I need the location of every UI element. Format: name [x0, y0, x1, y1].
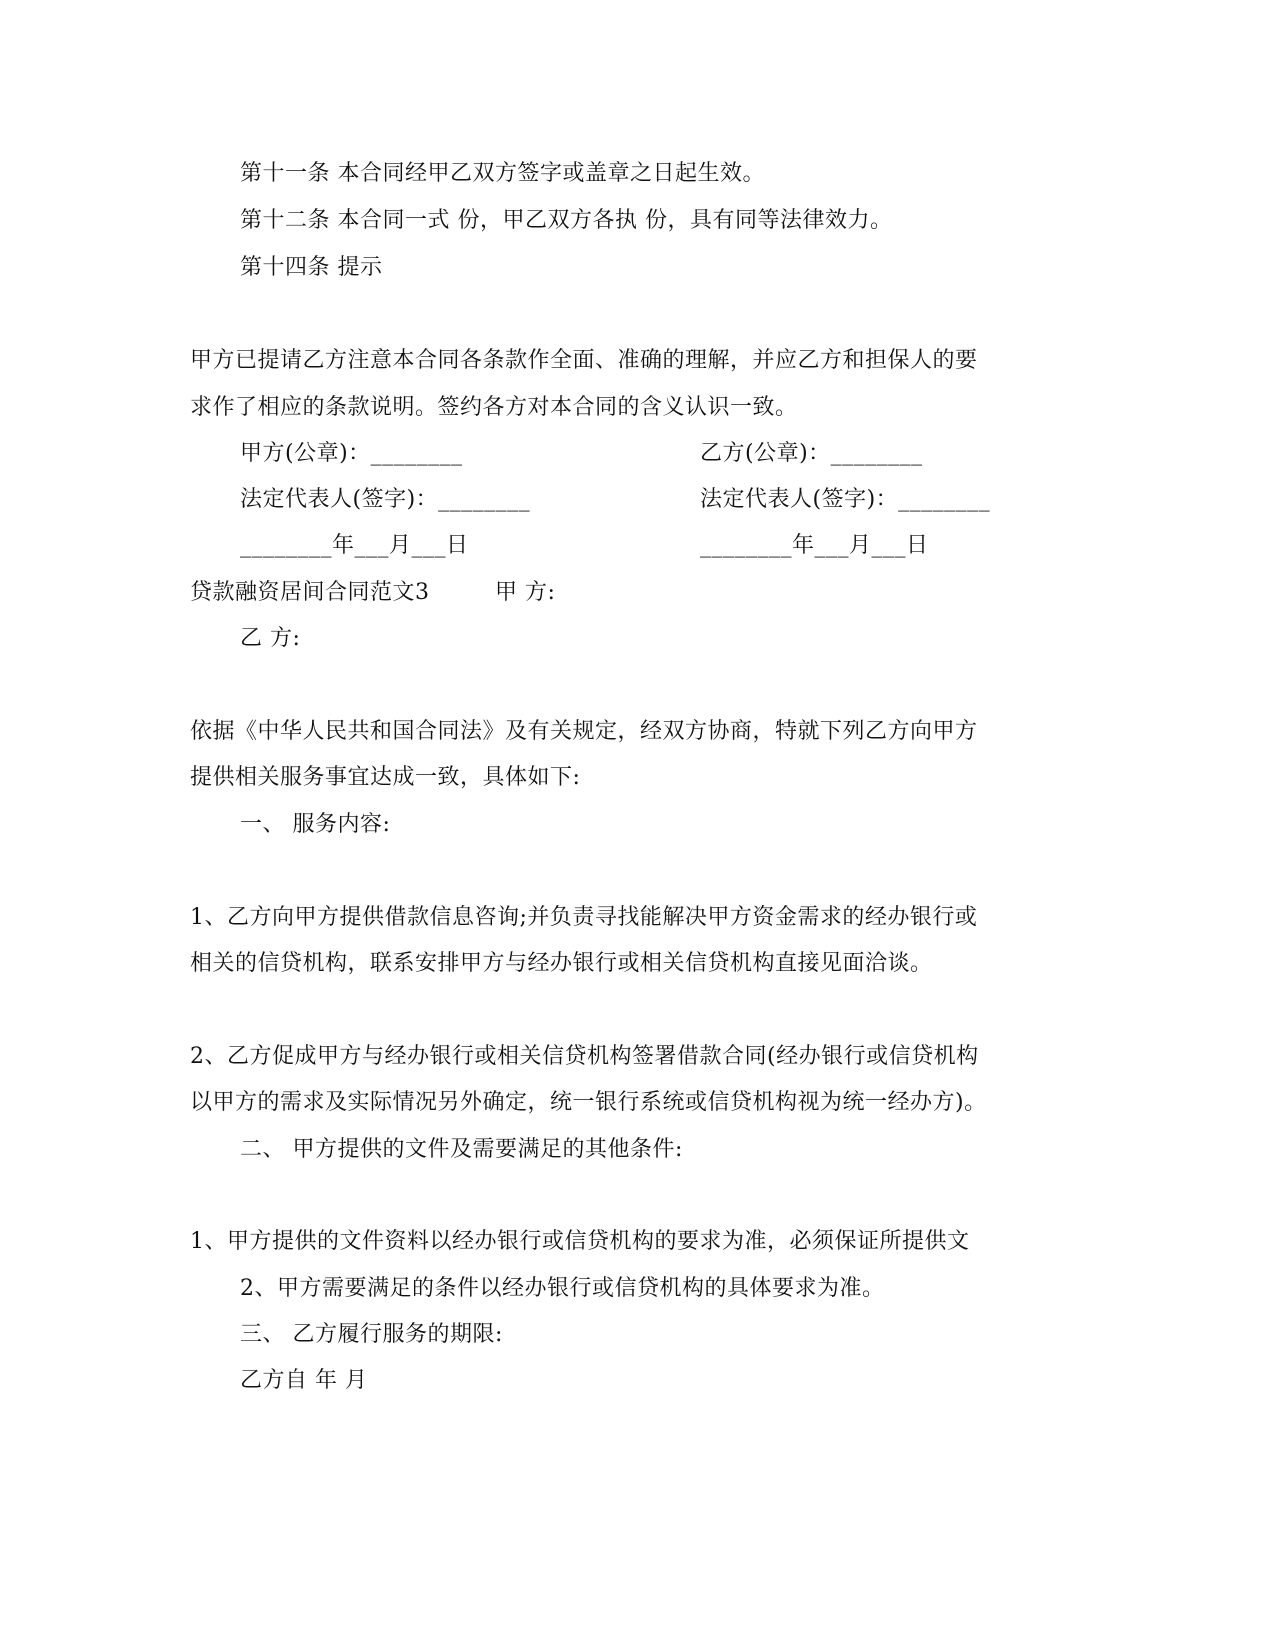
notice-paragraph-line-2: 求作了相应的条款说明。签约各方对本合同的含义认识一致。 [190, 395, 798, 420]
section-2-item-2: 2、甲方需要满足的条件以经办银行或信贷机构的具体要求为准。 [240, 1276, 885, 1301]
section-2-item-1: 1、甲方提供的文件资料以经办银行或信贷机构的要求为准，必须保证所提供文 [190, 1229, 970, 1254]
party-b-date-field: ________年___月___日 [700, 533, 929, 558]
party-b-label: 乙 方: [240, 626, 301, 651]
section-1-heading: 一、 服务内容: [240, 812, 391, 837]
contract-3-title: 贷款融资居间合同范文3 [190, 580, 430, 605]
service-item-2-line-1: 2、乙方促成甲方与经办银行或相关信贷机构签署借款合同(经办银行或信贷机构 [190, 1044, 979, 1069]
article-11: 第十一条 本合同经甲乙双方签字或盖章之日起生效。 [240, 161, 765, 186]
notice-paragraph-line-1: 甲方已提请乙方注意本合同各条款作全面、准确的理解，并应乙方和担保人的要 [190, 348, 978, 373]
service-item-1-line-2: 相关的信贷机构，联系安排甲方与经办银行或相关信贷机构直接见面洽谈。 [190, 951, 933, 976]
party-b-representative-field: 法定代表人(签字)：________ [700, 487, 991, 512]
party-a-seal-field: 甲方(公章)：________ [240, 441, 463, 466]
service-item-1-line-1: 1、乙方向甲方提供借款信息咨询;并负责寻找能解决甲方资金需求的经办银行或 [190, 905, 978, 930]
basis-paragraph-line-2: 提供相关服务事宜达成一致，具体如下: [190, 765, 581, 790]
section-3-heading: 三、 乙方履行服务的期限: [240, 1322, 503, 1347]
party-a-label: 甲 方: [495, 580, 556, 605]
party-a-representative-field: 法定代表人(签字)：________ [240, 487, 531, 512]
section-3-text: 乙方自 年 月 [240, 1368, 368, 1393]
service-item-2-line-2: 以甲方的需求及实际情况另外确定，统一银行系统或信贷机构视为统一经办方)。 [190, 1090, 987, 1115]
section-2-heading: 二、 甲方提供的文件及需要满足的其他条件: [240, 1137, 683, 1162]
article-12: 第十二条 本合同一式 份，甲乙双方各执 份，具有同等法律效力。 [240, 208, 893, 233]
party-a-date-field: ________年___月___日 [240, 533, 469, 558]
article-14-heading: 第十四条 提示 [240, 255, 383, 280]
basis-paragraph-line-1: 依据《中华人民共和国合同法》及有关规定，经双方协商，特就下列乙方向甲方 [190, 719, 978, 744]
party-b-seal-field: 乙方(公章)：________ [700, 441, 923, 466]
